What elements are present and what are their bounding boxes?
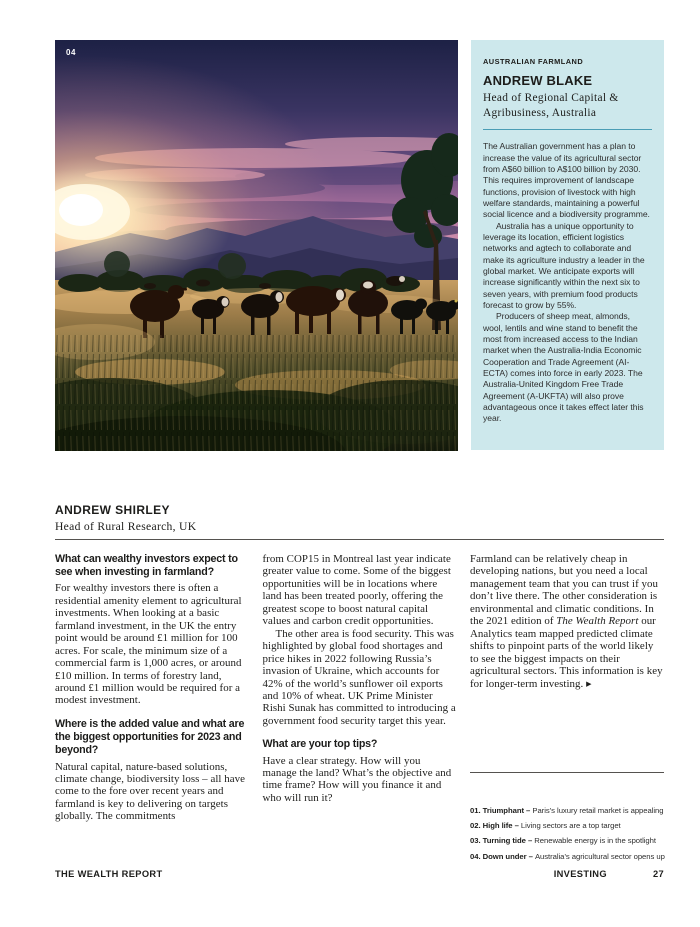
figure-number-label: 04 xyxy=(66,48,77,57)
answer-paragraph xyxy=(470,553,664,690)
panel-kicker: AUSTRALIAN FARMLAND xyxy=(483,57,584,66)
photo-foreground-grass xyxy=(55,324,458,451)
sunset-cattle-illustration xyxy=(55,40,458,451)
panel-divider xyxy=(483,129,652,130)
footnote-item: 03. Turning tide – Renewable energy is in the spotlight xyxy=(470,836,656,846)
page-footer xyxy=(55,869,664,879)
panel-paragraph: Australia has a unique opportunity to leverage its location, efficient logistics networks and agtech to collaborate and make its agriculture industry a leader in the global market. We anticipate exports will increase significantly within the next six to seven years, with premium food products forecast to grow by 55%. xyxy=(483,220,645,310)
expert-role: Head of Regional Capital & Agribusiness, Australia xyxy=(483,92,619,119)
answer-text: our Analytics team mapped predicted climate shifts to pinpoint parts of the world likely to see the biggest impacts on their agricultural sectors. This information is key for longer-term investing. xyxy=(470,615,663,690)
image-caption-list xyxy=(470,772,664,864)
answer-paragraph: For wealthy investors there is often a residential amenity element to agricultural investments. When looking at a basic farmland investment, in the UK the entry point would be around £1 million for 100 acres. For scale, the minimum size of a commercial farm is 1,000 acres, or around £10 million. In terms of forestry land, around £1 million would be required for a modest investment. xyxy=(55,582,242,707)
answer-paragraph: Have a clear strategy. How will you manage the land? What’s the objective and time frame? How will you finance it and who will run it? xyxy=(262,754,452,804)
article-column-1 xyxy=(55,553,249,823)
footnote-item: 01. Triumphant – Paris’s luxury retail market is appealing xyxy=(470,806,664,815)
page-number: 27 xyxy=(652,869,664,879)
expert-name: ANDREW BLAKE xyxy=(483,73,593,88)
answer-paragraph: The other area is food security. This was highlighted by global food shortages and price hikes in 2022 following Russia’s invasion of Ukraine, which accounts for 42% of the world’s sunflower oil exports and 10% of wheat. UK Prime Minister Rishi Sunak has committed to introducing a government food security target this year. xyxy=(262,627,456,727)
article-column-2 xyxy=(263,553,457,823)
panel-paragraph: The Australian government has a plan to increase the value of its agricultural sector from A$60 billion to A$100 billion by 2030. This requires improvement of landscape functions, provision of livestock with high welfare standards, maintaining a powerful social licence and a biodiversity programme. xyxy=(483,141,650,220)
panel-paragraph: Producers of sheep meat, almonds, wool, lentils and wine stand to benefit the most from increased access to the Indian market when the Australia-India Economic Cooperation and Trade Agreement (AI-ECTA) comes into force in early 2023. The Australia-United Kingdom Free Trade Agreement (A-UKFTA) will also prove advantageous once it takes effect later this year. xyxy=(483,311,644,424)
answer-paragraph: Natural capital, nature-based solutions, climate change, biodiversity loss – all have come to the fore over recent years and farmland is key to delivering on targets globally. The commitments xyxy=(55,760,246,823)
question-heading: What are your top tips? xyxy=(262,738,378,751)
author-role: Head of Rural Research, UK xyxy=(55,520,197,533)
publication-title: THE WEALTH REPORT xyxy=(55,869,163,879)
expert-panel xyxy=(471,40,664,450)
author-divider xyxy=(55,539,664,540)
farmland-photo xyxy=(55,40,458,451)
footnote-item: 04. Down under – Australia’s agricultural sector opens up xyxy=(470,851,665,861)
article-end-arrow-icon: ▶ xyxy=(586,679,592,688)
question-heading: Where is the added value and what are the biggest opportunities for 2023 and beyond? xyxy=(55,717,245,757)
author-name: ANDREW SHIRLEY xyxy=(55,503,170,517)
question-heading: What can wealthy investors expect to see when investing in farmland? xyxy=(55,553,238,579)
answer-text: Farmland can be relatively cheap in developing nations, but you need a local management team that you can trust if you don’t live there. The other consideration is environmental and climatic conditions. In the 2021 edition of xyxy=(470,553,659,628)
section-label: INVESTING xyxy=(553,869,607,879)
answer-paragraph: from COP15 in Montreal last year indicate greater value to come. Some of the biggest opportunities will be in locations where land has been treated poorly, offering the greatest scope to boost natural capital values and carbon credit opportunities. xyxy=(262,553,451,628)
report-title-italic: The Wealth Report xyxy=(556,615,639,628)
author-block xyxy=(55,503,196,533)
footnote-item: 02. High life – Living sectors are a top target xyxy=(470,821,621,831)
